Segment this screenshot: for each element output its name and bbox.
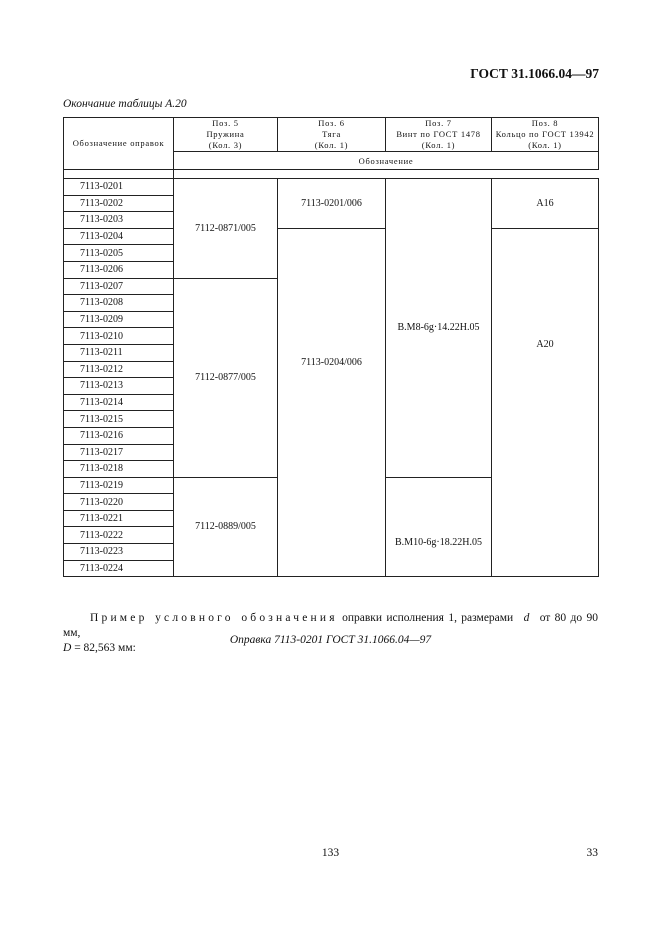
standard-code: ГОСТ 31.1066.04—97 [470,66,599,81]
example-label: Пример условного обозначения [90,612,338,624]
spacer-row [64,170,599,179]
header-pos8-name: Кольцо по ГОСТ 13942 [495,129,595,139]
example-var-D: D [63,642,72,654]
code-cell: 7113-0223 [64,544,174,561]
code-cell: 7113-0206 [64,261,174,278]
code-cell: 7113-0218 [64,461,174,478]
example-text-2: от 80 до 90 мм, [63,612,598,639]
rod-cell: 7113-0201/006 [278,179,386,229]
table-caption: Окончание таблицы А.20 [63,98,187,110]
code-cell: 7113-0221 [64,510,174,527]
header-pos8-qty: (Кол. 1) [528,140,562,150]
ring-cell: А16 [492,179,599,229]
page-number-right: 33 [586,847,598,859]
code-cell: 7113-0211 [64,344,174,361]
header-row [64,118,599,152]
header-pos5-qty: (Кол. 3) [208,140,243,150]
code-cell: 7113-0216 [64,427,174,444]
code-cell: 7113-0213 [64,378,174,395]
code-cell: 7113-0203 [64,212,174,229]
header-pos7-qty: (Кол. 1) [421,140,456,150]
code-cell: 7113-0204 [64,228,174,245]
spring-cell: 7112-0889/005 [174,477,278,577]
code-cell: 7113-0208 [64,295,174,312]
code-cell: 7113-0207 [64,278,174,295]
header-pos5-pos: Поз. 5 [212,118,239,128]
page-number-center: 133 [321,847,340,859]
spring-cell: 7112-0871/005 [174,179,278,279]
screw-cell: В.М8-6g·14.22Н.05 [386,179,492,478]
code-cell: 7113-0212 [64,361,174,378]
code-cell: 7113-0219 [64,477,174,494]
screw-cell [386,477,492,577]
code-cell: 7113-0220 [64,494,174,511]
header-pos6 [278,118,386,152]
ring-cell [492,228,599,576]
header-designation: Обозначение оправок [64,118,174,170]
spring-cell: 7112-0877/005 [174,278,278,477]
rod-cell [278,228,386,576]
code-cell: 7113-0222 [64,527,174,544]
header-pos8-pos: Поз. 8 [531,118,559,128]
ring-cell-text: А20 [536,339,554,351]
header-pos8 [492,118,599,152]
header-pos6-qty: (Кол. 1) [314,140,349,150]
code-cell: 7113-0205 [64,245,174,262]
header-pos7-pos: Поз. 7 [425,118,452,128]
spec-table [63,117,599,577]
code-cell: 7113-0224 [64,560,174,577]
code-cell: 7113-0217 [64,444,174,461]
rod-cell-text: 7113-0204/006 [301,357,362,369]
code-cell: 7113-0214 [64,394,174,411]
example-text-1: оправки исполнения 1, размерами [342,612,514,624]
header-pos5 [174,118,278,152]
code-cell: 7113-0209 [64,311,174,328]
header-pos5-name: Пружина [206,129,245,139]
header-pos6-pos: Поз. 6 [318,118,345,128]
code-cell: 7113-0210 [64,328,174,345]
subheader-designation: Обозначение [174,152,599,170]
header-pos7 [386,118,492,152]
header-pos6-name: Тяга [322,129,341,139]
code-cell: 7113-0215 [64,411,174,428]
example-designation: Оправка 7113-0201 ГОСТ 31.1066.04—97 [229,634,432,646]
screw-cell-text: В.М10-6g·18.22Н.05 [395,537,482,549]
example-text-3: = 82,563 мм: [74,642,136,654]
code-cell: 7113-0202 [64,195,174,212]
code-cell: 7113-0201 [64,179,174,196]
example-var-d: d [523,612,530,624]
table-row [64,179,599,196]
table-row [64,228,599,245]
header-pos7-name: Винт по ГОСТ 1478 [396,129,481,139]
